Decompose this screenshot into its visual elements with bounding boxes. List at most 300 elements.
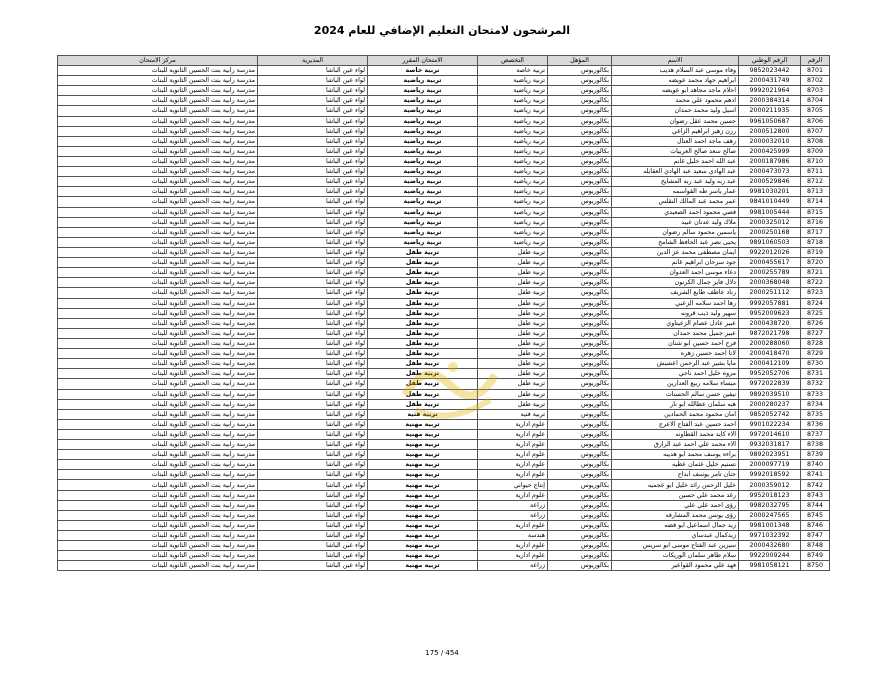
cell-national-id: 2000032010 xyxy=(739,136,801,146)
table-row xyxy=(58,460,830,470)
cell-exam-center: مدرسة رابية بنت الحسين الثانوية للبنات xyxy=(58,338,258,348)
cell-directorate: لواء عين الباشا xyxy=(258,520,368,530)
cell-qualification: بكالوريوس xyxy=(548,66,612,76)
cell-name: رناد عاطف طايع الشريف xyxy=(612,288,739,298)
cell-num: 8739 xyxy=(801,450,830,460)
table-row xyxy=(58,187,830,197)
cell-name: ادهم محمود علي محمد xyxy=(612,96,739,106)
table-row xyxy=(58,419,830,429)
cell-directorate: لواء عين الباشا xyxy=(258,389,368,399)
cell-num: 8706 xyxy=(801,116,830,126)
cell-qualification: بكالوريوس xyxy=(548,480,612,490)
cell-specialization: تربية رياضية xyxy=(478,227,548,237)
cell-exam-center: مدرسة رابية بنت الحسين الثانوية للبنات xyxy=(58,389,258,399)
table-row xyxy=(58,278,830,288)
cell-specialization: تربية طفل xyxy=(478,298,548,308)
cell-specialization: تربية رياضية xyxy=(478,76,548,86)
cell-qualification: بكالوريوس xyxy=(548,207,612,217)
cell-national-id: 9952009623 xyxy=(739,308,801,318)
cell-specialization: تربية طفل xyxy=(478,247,548,257)
table-row xyxy=(58,86,830,96)
cell-num: 8733 xyxy=(801,389,830,399)
cell-exam-center: مدرسة رابية بنت الحسين الثانوية للبنات xyxy=(58,500,258,510)
table-row xyxy=(58,480,830,490)
cell-directorate: لواء عين الباشا xyxy=(258,136,368,146)
cell-national-id: 2000431749 xyxy=(739,76,801,86)
cell-name: مايا بشير عبد الرحمن اعشيش xyxy=(612,359,739,369)
cell-directorate: لواء عين الباشا xyxy=(258,419,368,429)
cell-num: 8748 xyxy=(801,541,830,551)
cell-exam: تربية مهنية xyxy=(368,440,478,450)
cell-specialization: تربية رياضية xyxy=(478,156,548,166)
cell-exam: تربية رياضية xyxy=(368,76,478,86)
table-body xyxy=(58,66,830,571)
cell-exam: تربية طفل xyxy=(368,349,478,359)
cell-qualification: بكالوريوس xyxy=(548,96,612,106)
cell-directorate: لواء عين الباشا xyxy=(258,278,368,288)
cell-num: 8719 xyxy=(801,247,830,257)
cell-national-id: 2000325012 xyxy=(739,217,801,227)
cell-national-id: 2000418470 xyxy=(739,349,801,359)
cell-specialization: تربية رياضية xyxy=(478,86,548,96)
table-row xyxy=(58,298,830,308)
cell-name: وفاء موسى عبد السلام هديب xyxy=(612,66,739,76)
cell-national-id: 2000251112 xyxy=(739,288,801,298)
cell-exam: تربية رياضية xyxy=(368,227,478,237)
cell-specialization: تربية طفل xyxy=(478,258,548,268)
table-row xyxy=(58,440,830,450)
cell-exam: تربية طفل xyxy=(368,247,478,257)
cell-qualification: بكالوريوس xyxy=(548,268,612,278)
table-row xyxy=(58,96,830,106)
cell-num: 8740 xyxy=(801,460,830,470)
cell-qualification: بكالوريوس xyxy=(548,349,612,359)
cell-directorate: لواء عين الباشا xyxy=(258,490,368,500)
cell-qualification: بكالوريوس xyxy=(548,541,612,551)
cell-directorate: لواء عين الباشا xyxy=(258,288,368,298)
cell-name: ميساء سلامه ربيع العدارين xyxy=(612,379,739,389)
cell-exam-center: مدرسة رابية بنت الحسين الثانوية للبنات xyxy=(58,156,258,166)
cell-name: رهف ماجد احمد العتال xyxy=(612,136,739,146)
cell-name: نيفين حسن سالم الحسنات xyxy=(612,389,739,399)
cell-qualification: بكالوريوس xyxy=(548,470,612,480)
cell-directorate: لواء عين الباشا xyxy=(258,440,368,450)
cell-specialization: علوم ادارية xyxy=(478,429,548,439)
cell-exam: تربية مهنية xyxy=(368,561,478,571)
cell-num: 8718 xyxy=(801,237,830,247)
cell-exam-center: مدرسة رابية بنت الحسين الثانوية للبنات xyxy=(58,247,258,257)
cell-qualification: بكالوريوس xyxy=(548,369,612,379)
cell-exam-center: مدرسة رابية بنت الحسين الثانوية للبنات xyxy=(58,359,258,369)
cell-name: رؤى يونس محمد المشارفه xyxy=(612,510,739,520)
cell-qualification: بكالوريوس xyxy=(548,419,612,429)
cell-qualification: بكالوريوس xyxy=(548,409,612,419)
cell-national-id: 9952052706 xyxy=(739,369,801,379)
cell-specialization: هندسة xyxy=(478,531,548,541)
table-row xyxy=(58,247,830,257)
cell-exam-center: مدرسة رابية بنت الحسين الثانوية للبنات xyxy=(58,409,258,419)
table-row xyxy=(58,207,830,217)
cell-num: 8703 xyxy=(801,86,830,96)
cell-name: عبد ربه وليد عبد ربه المشايخ xyxy=(612,177,739,187)
cell-national-id: 2000432680 xyxy=(739,541,801,551)
cell-specialization: تربية رياضية xyxy=(478,237,548,247)
cell-directorate: لواء عين الباشا xyxy=(258,409,368,419)
cell-num: 8734 xyxy=(801,399,830,409)
cell-num: 8727 xyxy=(801,328,830,338)
cell-qualification: بكالوريوس xyxy=(548,278,612,288)
cell-num: 8731 xyxy=(801,369,830,379)
cell-name: زيدكمال عبدساي xyxy=(612,531,739,541)
cell-name: قصي محمود احمد الصعيدي xyxy=(612,207,739,217)
cell-national-id: 9922012026 xyxy=(739,247,801,257)
cell-directorate: لواء عين الباشا xyxy=(258,500,368,510)
cell-directorate: لواء عين الباشا xyxy=(258,349,368,359)
cell-qualification: بكالوريوس xyxy=(548,551,612,561)
cell-name: دعاء موسى احمد العدوان xyxy=(612,268,739,278)
table-row xyxy=(58,318,830,328)
cell-name: الاء محمد علي احمد عبد الرازق xyxy=(612,440,739,450)
cell-directorate: لواء عين الباشا xyxy=(258,531,368,541)
cell-national-id: 9952018123 xyxy=(739,490,801,500)
cell-specialization: تربية رياضية xyxy=(478,197,548,207)
cell-specialization: تربية طفل xyxy=(478,328,548,338)
cell-exam: تربية طفل xyxy=(368,288,478,298)
cell-name: امان محمود محمد الحمادين xyxy=(612,409,739,419)
cell-exam-center: مدرسة رابية بنت الحسين الثانوية للبنات xyxy=(58,237,258,247)
cell-national-id: 2000247565 xyxy=(739,510,801,520)
cell-num: 8735 xyxy=(801,409,830,419)
header-qualification: المؤهل xyxy=(548,56,612,66)
table-row xyxy=(58,338,830,348)
cell-national-id: 2000250168 xyxy=(739,227,801,237)
cell-qualification: بكالوريوس xyxy=(548,359,612,369)
cell-national-id: 9961050687 xyxy=(739,116,801,126)
cell-national-id: 9852023442 xyxy=(739,66,801,76)
table-row xyxy=(58,379,830,389)
cell-qualification: بكالوريوس xyxy=(548,338,612,348)
cell-exam-center: مدرسة رابية بنت الحسين الثانوية للبنات xyxy=(58,440,258,450)
cell-directorate: لواء عين الباشا xyxy=(258,116,368,126)
cell-exam-center: مدرسة رابية بنت الحسين الثانوية للبنات xyxy=(58,308,258,318)
header-national-id: الرقم الوطني xyxy=(739,56,801,66)
cell-name: ابراهيم جهاد محمد عويضه xyxy=(612,76,739,86)
table-row xyxy=(58,490,830,500)
cell-name: ملاك وليد عدنان عبيد xyxy=(612,217,739,227)
cell-exam: تربية رياضية xyxy=(368,116,478,126)
cell-directorate: لواء عين الباشا xyxy=(258,66,368,76)
cell-exam: تربية مهنية xyxy=(368,551,478,561)
cell-exam: تربية رياضية xyxy=(368,177,478,187)
cell-national-id: 2000473073 xyxy=(739,167,801,177)
cell-exam-center: مدرسة رابية بنت الحسين الثانوية للبنات xyxy=(58,76,258,86)
header-num: الرقم xyxy=(801,56,830,66)
cell-exam-center: مدرسة رابية بنت الحسين الثانوية للبنات xyxy=(58,126,258,136)
cell-num: 8722 xyxy=(801,278,830,288)
cell-qualification: بكالوريوس xyxy=(548,328,612,338)
cell-directorate: لواء عين الباشا xyxy=(258,86,368,96)
cell-directorate: لواء عين الباشا xyxy=(258,510,368,520)
cell-num: 8743 xyxy=(801,490,830,500)
table-row xyxy=(58,359,830,369)
cell-specialization: زراعة xyxy=(478,561,548,571)
cell-national-id: 2000529846 xyxy=(739,177,801,187)
cell-exam: تربية مهنية xyxy=(368,480,478,490)
cell-specialization: تربية طفل xyxy=(478,359,548,369)
cell-national-id: 9892023951 xyxy=(739,450,801,460)
cell-specialization: تربية طفل xyxy=(478,278,548,288)
cell-exam: تربية مهنية xyxy=(368,500,478,510)
cell-directorate: لواء عين الباشا xyxy=(258,338,368,348)
cell-directorate: لواء عين الباشا xyxy=(258,167,368,177)
cell-qualification: بكالوريوس xyxy=(548,156,612,166)
cell-num: 8713 xyxy=(801,187,830,197)
cell-name: رؤى احمد علي علي xyxy=(612,500,739,510)
table-row xyxy=(58,167,830,177)
cell-exam: تربية طفل xyxy=(368,258,478,268)
cell-exam-center: مدرسة رابية بنت الحسين الثانوية للبنات xyxy=(58,197,258,207)
cell-qualification: بكالوريوس xyxy=(548,308,612,318)
cell-national-id: 9922009244 xyxy=(739,551,801,561)
cell-exam: تربية طفل xyxy=(368,389,478,399)
cell-specialization: تربية رياضية xyxy=(478,187,548,197)
cell-qualification: بكالوريوس xyxy=(548,520,612,530)
cell-num: 8704 xyxy=(801,96,830,106)
cell-exam: تربية فنية xyxy=(368,409,478,419)
cell-directorate: لواء عين الباشا xyxy=(258,429,368,439)
page-title: المرشحون لامتحان التعليم الإضافي للعام 2024 xyxy=(313,24,571,37)
cell-num: 8717 xyxy=(801,227,830,237)
cell-exam: تربية رياضية xyxy=(368,126,478,136)
cell-num: 8726 xyxy=(801,318,830,328)
cell-directorate: لواء عين الباشا xyxy=(258,237,368,247)
cell-national-id: 2000425999 xyxy=(739,146,801,156)
cell-qualification: بكالوريوس xyxy=(548,298,612,308)
cell-specialization: تربية رياضية xyxy=(478,217,548,227)
table-row xyxy=(58,156,830,166)
table-row xyxy=(58,500,830,510)
cell-name: صالح سعد صالح العربيات xyxy=(612,146,739,156)
cell-exam: تربية مهنية xyxy=(368,490,478,500)
cell-exam-center: مدرسة رابية بنت الحسين الثانوية للبنات xyxy=(58,187,258,197)
cell-directorate: لواء عين الباشا xyxy=(258,328,368,338)
table-row xyxy=(58,197,830,207)
cell-qualification: بكالوريوس xyxy=(548,86,612,96)
cell-directorate: لواء عين الباشا xyxy=(258,227,368,237)
cell-qualification: بكالوريوس xyxy=(548,531,612,541)
cell-qualification: بكالوريوس xyxy=(548,106,612,116)
cell-name: رغد محمد علي حسين xyxy=(612,490,739,500)
cell-exam-center: مدرسة رابية بنت الحسين الثانوية للبنات xyxy=(58,510,258,520)
cell-name: خليل الرحمن رائد خليل ابو عجميه xyxy=(612,480,739,490)
cell-num: 8725 xyxy=(801,308,830,318)
cell-name: سهير وليد ذيب قرونه xyxy=(612,308,739,318)
cell-qualification: بكالوريوس xyxy=(548,146,612,156)
cell-directorate: لواء عين الباشا xyxy=(258,551,368,561)
table-row xyxy=(58,288,830,298)
cell-name: لانا احمد حسين زهره xyxy=(612,349,739,359)
cell-qualification: بكالوريوس xyxy=(548,237,612,247)
cell-name: يحيى نصر عبد الحافظ الشامخ xyxy=(612,237,739,247)
cell-national-id: 9981030201 xyxy=(739,187,801,197)
cell-national-id: 9872021798 xyxy=(739,328,801,338)
cell-exam: تربية رياضية xyxy=(368,156,478,166)
cell-specialization: تربية رياضية xyxy=(478,177,548,187)
cell-exam-center: مدرسة رابية بنت الحسين الثانوية للبنات xyxy=(58,106,258,116)
cell-exam-center: مدرسة رابية بنت الحسين الثانوية للبنات xyxy=(58,298,258,308)
cell-directorate: لواء عين الباشا xyxy=(258,207,368,217)
cell-num: 8730 xyxy=(801,359,830,369)
cell-num: 8738 xyxy=(801,440,830,450)
cell-specialization: علوم ادارية xyxy=(478,551,548,561)
cell-num: 8729 xyxy=(801,349,830,359)
table-row xyxy=(58,177,830,187)
cell-exam: تربية طفل xyxy=(368,318,478,328)
table-row xyxy=(58,308,830,318)
cell-exam: تربية مهنية xyxy=(368,419,478,429)
cell-directorate: لواء عين الباشا xyxy=(258,187,368,197)
cell-qualification: بكالوريوس xyxy=(548,429,612,439)
cell-specialization: تربية رياضية xyxy=(478,96,548,106)
cell-exam-center: مدرسة رابية بنت الحسين الثانوية للبنات xyxy=(58,541,258,551)
cell-qualification: بكالوريوس xyxy=(548,167,612,177)
cell-specialization: تربية طفل xyxy=(478,318,548,328)
table-row xyxy=(58,217,830,227)
cell-num: 8711 xyxy=(801,167,830,177)
cell-exam: تربية مهنية xyxy=(368,520,478,530)
table-row xyxy=(58,126,830,136)
cell-num: 8716 xyxy=(801,217,830,227)
cell-specialization: تربية طفل xyxy=(478,369,548,379)
cell-exam: تربية رياضية xyxy=(368,86,478,96)
cell-qualification: بكالوريوس xyxy=(548,197,612,207)
table-row xyxy=(58,328,830,338)
cell-national-id: 9932031817 xyxy=(739,440,801,450)
cell-directorate: لواء عين الباشا xyxy=(258,480,368,490)
cell-num: 8708 xyxy=(801,136,830,146)
cell-qualification: بكالوريوس xyxy=(548,116,612,126)
cell-directorate: لواء عين الباشا xyxy=(258,359,368,369)
table-row xyxy=(58,470,830,480)
cell-exam: تربية رياضية xyxy=(368,237,478,247)
cell-national-id: 9981005444 xyxy=(739,207,801,217)
table-row xyxy=(58,531,830,541)
header-exam-center: مركز الامتحان xyxy=(58,56,258,66)
cell-num: 8746 xyxy=(801,520,830,530)
cell-exam-center: مدرسة رابية بنت الحسين الثانوية للبنات xyxy=(58,167,258,177)
cell-name: رزن زهير ابراهيم الزاغي xyxy=(612,126,739,136)
cell-specialization: تربية فنية xyxy=(478,409,548,419)
cell-exam-center: مدرسة رابية بنت الحسين الثانوية للبنات xyxy=(58,217,258,227)
cell-exam-center: مدرسة رابية بنت الحسين الثانوية للبنات xyxy=(58,490,258,500)
candidates-table-container xyxy=(57,55,829,571)
table-row xyxy=(58,349,830,359)
table-row xyxy=(58,520,830,530)
cell-directorate: لواء عين الباشا xyxy=(258,156,368,166)
table-header-row xyxy=(58,56,830,66)
cell-exam-center: مدرسة رابية بنت الحسين الثانوية للبنات xyxy=(58,460,258,470)
cell-name: عبير عادل عصام الزعيتاوي xyxy=(612,318,739,328)
cell-exam: تربية مهنية xyxy=(368,510,478,520)
cell-national-id: 2000097719 xyxy=(739,460,801,470)
cell-specialization: تربية رياضية xyxy=(478,146,548,156)
cell-exam: تربية رياضية xyxy=(368,197,478,207)
cell-num: 8742 xyxy=(801,480,830,490)
cell-name: الاء كايد محمد القطاونه xyxy=(612,429,739,439)
cell-name: تسنيم خليل عثمان عطيه xyxy=(612,460,739,470)
table-row xyxy=(58,66,830,76)
cell-national-id: 9992018592 xyxy=(739,470,801,480)
cell-specialization: تربية طفل xyxy=(478,349,548,359)
cell-exam: تربية مهنية xyxy=(368,429,478,439)
cell-qualification: بكالوريوس xyxy=(548,126,612,136)
table-row xyxy=(58,227,830,237)
cell-num: 8701 xyxy=(801,66,830,76)
cell-qualification: بكالوريوس xyxy=(548,379,612,389)
cell-name: حسين محمد عقل رضوان xyxy=(612,116,739,126)
cell-exam: تربية طفل xyxy=(368,359,478,369)
cell-qualification: بكالوريوس xyxy=(548,460,612,470)
cell-exam: تربية رياضية xyxy=(368,207,478,217)
cell-name: اسيل وليد محمد حمدان xyxy=(612,106,739,116)
cell-exam-center: مدرسة رابية بنت الحسين الثانوية للبنات xyxy=(58,520,258,530)
cell-name: سيرين عبد الفتاح موسى ابو سريس xyxy=(612,541,739,551)
cell-national-id: 2000368048 xyxy=(739,278,801,288)
cell-name: احمد حسين عبد الفتاح الاعرج xyxy=(612,419,739,429)
cell-exam-center: مدرسة رابية بنت الحسين الثانوية للبنات xyxy=(58,136,258,146)
cell-specialization: تربية رياضية xyxy=(478,207,548,217)
cell-directorate: لواء عين الباشا xyxy=(258,268,368,278)
table-row xyxy=(58,541,830,551)
cell-specialization: تربية طفل xyxy=(478,288,548,298)
cell-exam-center: مدرسة رابية بنت الحسين الثانوية للبنات xyxy=(58,470,258,480)
cell-qualification: بكالوريوس xyxy=(548,217,612,227)
cell-exam: تربية رياضية xyxy=(368,106,478,116)
cell-specialization: علوم ادارية xyxy=(478,419,548,429)
cell-specialization: تربية طفل xyxy=(478,268,548,278)
cell-national-id: 2000438720 xyxy=(739,318,801,328)
cell-national-id: 2000412109 xyxy=(739,359,801,369)
cell-name: فهد علي محمود القواعير xyxy=(612,561,739,571)
candidates-table xyxy=(57,55,830,571)
table-row xyxy=(58,76,830,86)
cell-national-id: 9992021964 xyxy=(739,86,801,96)
cell-directorate: لواء عين الباشا xyxy=(258,460,368,470)
cell-qualification: بكالوريوس xyxy=(548,490,612,500)
cell-specialization: علوم ادارية xyxy=(478,541,548,551)
cell-exam-center: مدرسة رابية بنت الحسين الثانوية للبنات xyxy=(58,318,258,328)
table-row xyxy=(58,450,830,460)
cell-exam-center: مدرسة رابية بنت الحسين الثانوية للبنات xyxy=(58,268,258,278)
cell-national-id: 2000455617 xyxy=(739,258,801,268)
cell-num: 8747 xyxy=(801,531,830,541)
cell-qualification: بكالوريوس xyxy=(548,136,612,146)
cell-specialization: تربية رياضية xyxy=(478,116,548,126)
cell-national-id: 2000384314 xyxy=(739,96,801,106)
cell-national-id: 9891060503 xyxy=(739,237,801,247)
cell-national-id: 9981001348 xyxy=(739,520,801,530)
cell-directorate: لواء عين الباشا xyxy=(258,146,368,156)
cell-exam: تربية طفل xyxy=(368,399,478,409)
cell-specialization: تربية طفل xyxy=(478,379,548,389)
cell-national-id: 9972014610 xyxy=(739,429,801,439)
cell-exam: تربية طفل xyxy=(368,308,478,318)
table-row xyxy=(58,409,830,419)
cell-num: 8728 xyxy=(801,338,830,348)
header-exam: الامتحان المقرر xyxy=(368,56,478,66)
cell-num: 8720 xyxy=(801,258,830,268)
cell-exam-center: مدرسة رابية بنت الحسين الثانوية للبنات xyxy=(58,177,258,187)
